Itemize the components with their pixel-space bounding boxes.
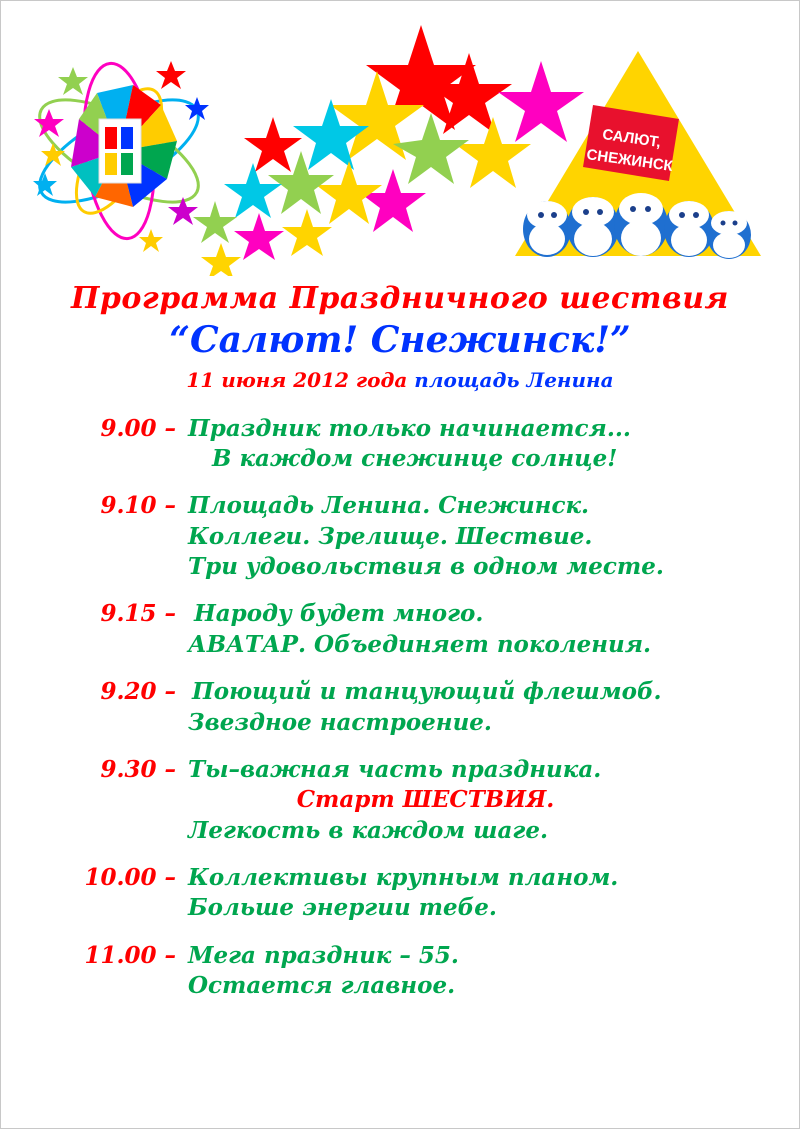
logo-badge-line1: САЛЮТ, <box>601 126 662 152</box>
schedule-line: Народу будет много. <box>194 600 484 628</box>
schedule-line: Коллеги. Зрелище. Шествие. <box>188 522 593 550</box>
schedule-line: Коллективы крупным планом. <box>188 864 619 891</box>
schedule-time: 9.00 – <box>100 414 176 442</box>
schedule-line: Больше энергии тебе. <box>188 894 497 922</box>
schedule-line: Остается главное. <box>188 972 456 1000</box>
page-title: Программа Праздничного шествия <box>71 281 729 316</box>
artwork-svg <box>1 1 800 276</box>
schedule-time: 9.30 – <box>100 755 176 783</box>
poster-artwork <box>1 1 799 276</box>
schedule-line: Поющий и танцующий флешмоб. <box>192 678 662 706</box>
schedule-list <box>1 414 799 1002</box>
schedule-line-accent: Старт ШЕСТВИЯ. <box>296 786 555 814</box>
schedule-text <box>184 863 773 924</box>
schedule-text <box>184 941 773 1002</box>
schedule-row <box>41 755 773 846</box>
schedule-line: В каждом снежинце солнце! <box>212 445 618 473</box>
schedule-row <box>41 491 773 582</box>
schedule-line: Ты–важная часть праздника. <box>188 755 602 783</box>
logo-badge-line2: СНЕЖИНСК <box>585 146 674 176</box>
schedule-time: 10.00 – <box>84 864 176 891</box>
schedule-line: АВАТАР. Объединяет поколения. <box>188 630 652 658</box>
schedule-text <box>184 491 773 582</box>
page-subtitle: “Салют! Снежинск!” <box>169 318 631 361</box>
schedule-row <box>41 414 773 475</box>
schedule-text <box>184 755 773 846</box>
schedule-line: Три удовольствия в одном месте. <box>188 553 664 581</box>
schedule-row <box>41 599 773 660</box>
poster-header <box>1 282 799 392</box>
event-date: 11 июня 2012 года <box>186 367 408 392</box>
schedule-line: Звездное настроение. <box>188 708 492 736</box>
schedule-row <box>41 941 773 1002</box>
schedule-line: Площадь Ленина. Снежинск. <box>188 492 590 520</box>
schedule-time: 9.15 – <box>100 600 176 628</box>
atom-emblem-icon <box>25 60 212 252</box>
schedule-time: 11.00 – <box>84 941 176 969</box>
event-place: площадь Ленина <box>414 367 614 392</box>
schedule-line: Мега праздник – 55. <box>188 941 459 969</box>
schedule-row <box>41 863 773 924</box>
schedule-time: 9.20 – <box>100 678 176 706</box>
schedule-text <box>184 677 773 738</box>
schedule-row <box>41 677 773 738</box>
schedule-time: 9.10 – <box>100 492 176 520</box>
schedule-line: Легкость в каждом шаге. <box>188 816 548 844</box>
salut-snezhinsk-logo <box>515 51 761 259</box>
schedule-text <box>184 414 773 475</box>
event-date-place <box>1 368 799 392</box>
schedule-text <box>184 599 773 660</box>
schedule-line: Праздник только начинается... <box>188 414 631 442</box>
